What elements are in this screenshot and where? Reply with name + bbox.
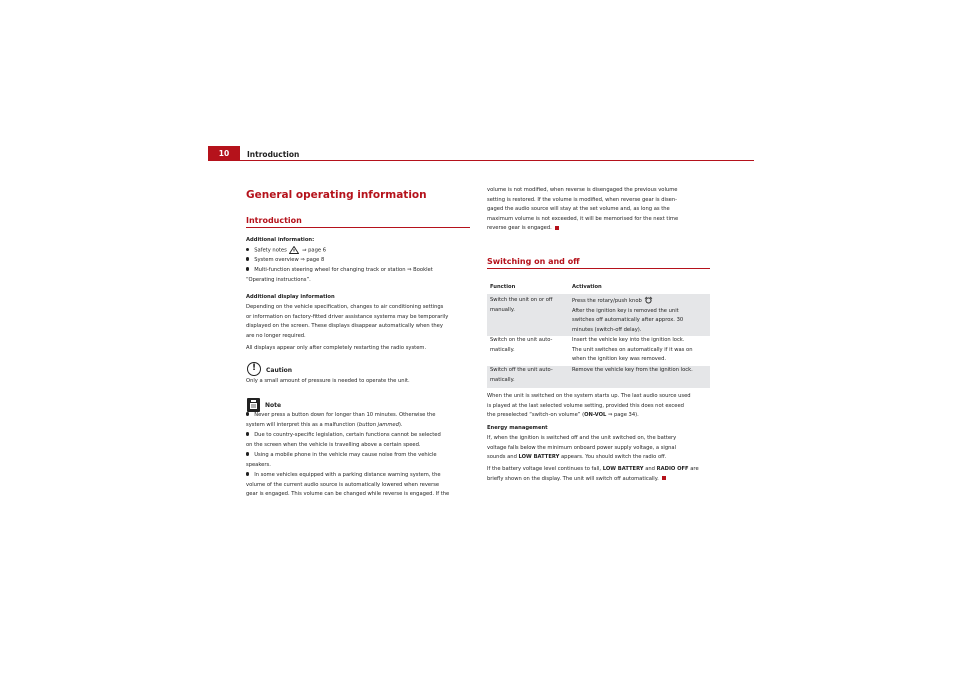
bullet-icon <box>246 432 249 435</box>
note-icon <box>247 398 260 412</box>
end-mark-icon <box>555 226 559 230</box>
display-info-paragraph: Depending on the vehicle specification, changes to air conditioning settings or information on factory-fitted driver assistance systems may be temporarily displayed on the screen. These displays disappear automatically when they are no longer required. <box>246 304 449 339</box>
list-item: Due to country-specific legislation, certain functions cannot be selected on the screen when the vehicle is travelling above a certain speed. <box>246 432 441 448</box>
header-rule <box>208 160 754 161</box>
startup-paragraph: When the unit is switched on the system starts up. The last audio source used is played at the last selected volume setting, provided this does not exceed the preselected “switch-on volume” (ON-VOL ⇒ page 34). <box>487 393 691 419</box>
list-item: Multi-function steering wheel for changing track or station ⇒ Booklet “Operating instructions”. <box>246 267 433 283</box>
rotary-knob-icon <box>644 296 653 305</box>
page-number: 10 <box>218 149 230 158</box>
section-heading-switching: Switching on and off <box>487 257 580 266</box>
energy-heading: Energy management <box>487 425 548 431</box>
bullet-icon <box>246 267 249 270</box>
section-rule <box>487 268 710 269</box>
additional-info-heading: Additional information: <box>246 237 315 243</box>
table-row <box>487 294 710 336</box>
continued-paragraph: volume is not modified, when reverse is disengaged the previous volume setting is restored. If the volume is modified, when reverse gear is disen- gaged the audio source will stay at the set volume and, as long as the maximum volume is not exceeded, it will be memorised for the next time reverse gear is engaged. <box>487 187 679 232</box>
table-row <box>487 366 710 388</box>
display-info-heading: Additional display information <box>246 294 335 300</box>
energy-paragraph: If, when the ignition is switched off and the unit switched on, the battery voltage falls below the minimum onboard power supply voltage, a signal sounds and LOW BATTERY appears. You should switch the radio off. <box>487 435 677 461</box>
list-item: System overview ⇒ page 8 <box>246 256 324 266</box>
list-item: In some vehicles equipped with a parking distance warning system, the volume of the current audio source is automatically lowered when reverse gear is engaged. This volume can be changed while reverse is engaged. If the <box>246 472 450 498</box>
caution-text: Only a small amount of pressure is needed to operate the unit. <box>246 378 410 384</box>
bullet-icon <box>246 257 249 260</box>
bullet-icon <box>246 452 249 455</box>
section-rule <box>246 227 470 228</box>
page-title: General operating information <box>246 189 427 201</box>
table-cell-function: Switch off the unit auto- matically. <box>490 367 553 383</box>
table-cell-function: Switch on the unit auto- matically. <box>490 337 553 353</box>
table-cell-function: Switch the unit on or off manually. <box>490 297 553 313</box>
warning-triangle-icon <box>289 246 299 254</box>
section-heading-introduction: Introduction <box>246 216 302 225</box>
table-cell-activation: Press the rotary/push knob After the ignition key is removed the unit switches off automatically after approx. 30 minutes (switch-off delay). <box>572 298 684 333</box>
display-info-extra: All displays appear only after completely restarting the radio system. <box>246 345 427 351</box>
bullet-icon <box>246 472 249 475</box>
end-mark-icon <box>662 476 666 480</box>
table-header <box>487 282 710 294</box>
bullet-icon <box>246 412 249 415</box>
table-cell-activation: Insert the vehicle key into the ignition lock. The unit switches on automatically if it was on when the ignition key was removed. <box>572 337 693 363</box>
table-row <box>487 336 710 366</box>
table-cell-activation: Remove the vehicle key from the ignition lock. <box>572 367 693 373</box>
caution-icon: ! <box>247 362 261 376</box>
list-item: Using a mobile phone in the vehicle may cause noise from the vehicle speakers. <box>246 452 437 468</box>
caution-label: Caution <box>266 367 293 374</box>
bullet-icon <box>246 248 249 251</box>
chapter-title: Introduction <box>247 150 300 159</box>
list-item: Never press a button down for longer than 10 minutes. Otherwise the system will interpret this as a malfunction (button jammed). <box>246 412 436 428</box>
table-header-activation: Activation <box>572 284 602 290</box>
table-header-function: Function <box>490 284 516 290</box>
energy-paragraph-2: If the battery voltage level continues to fall, LOW BATTERY and RADIO OFF are briefly shown on the display. The unit will switch off automatically. <box>487 466 699 482</box>
note-label: Note <box>265 402 282 409</box>
list-item: Safety notes ⇒ page 6 <box>246 246 326 256</box>
page-number-badge <box>208 146 240 160</box>
